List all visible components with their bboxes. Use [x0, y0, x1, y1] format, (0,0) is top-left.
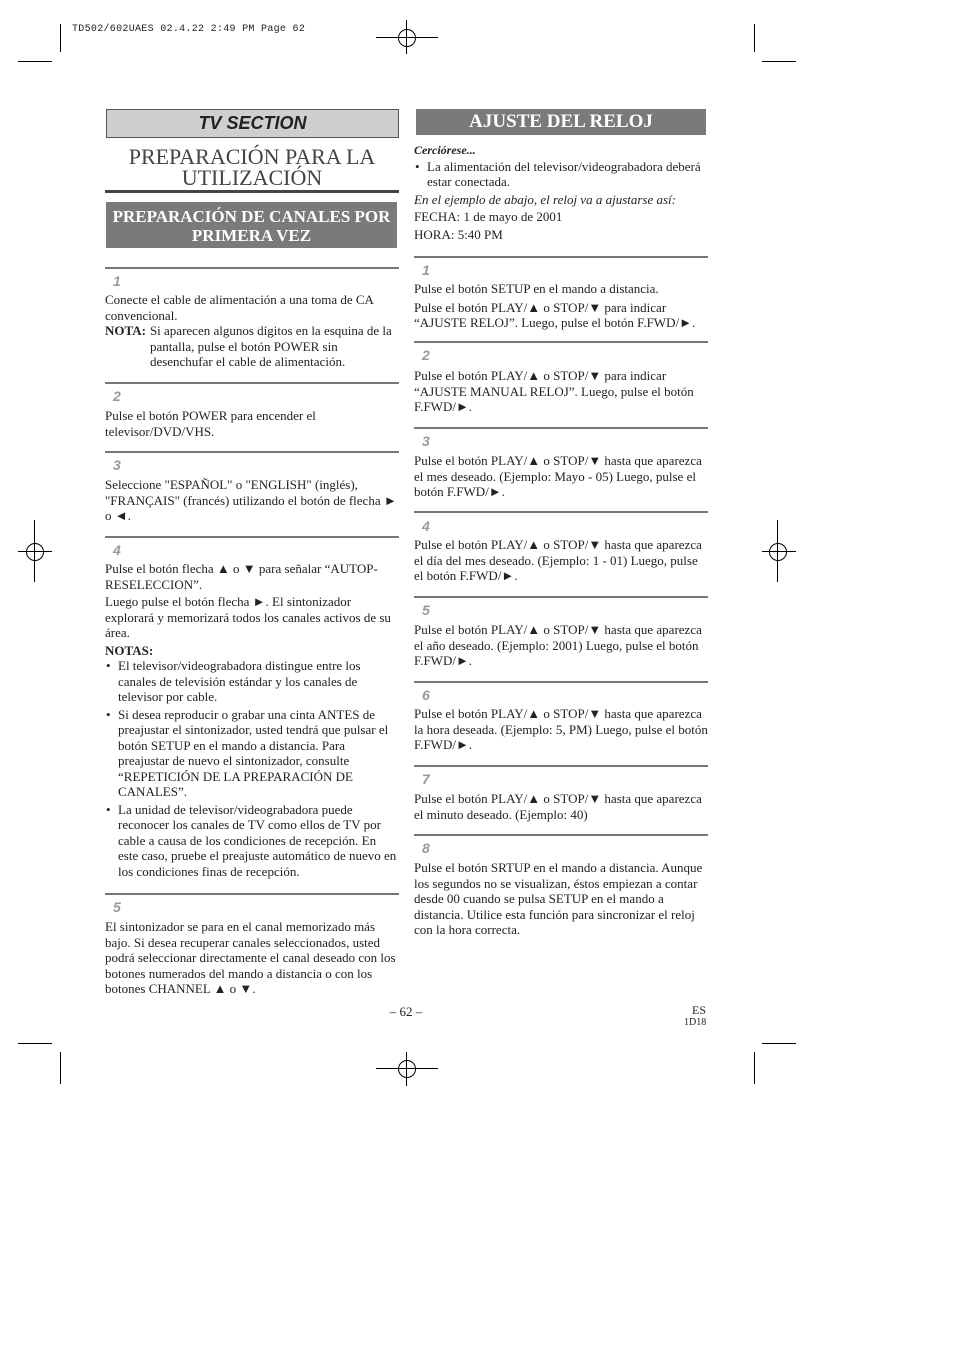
divider: [414, 341, 708, 343]
step-number: 2: [422, 347, 430, 363]
divider: [414, 596, 708, 598]
step-body: Pulse el botón SRTUP en el mando a distancia. Aunque los segundos no se visualizan, éstos empiezan a contar desde 00 cuando se pulsa SETUP en el mando a distancia. Utilice esta función para sincronizar el reloj con la hora correcta.: [414, 860, 703, 937]
step-number: 2: [113, 388, 121, 404]
print-header: TD502/602UAES 02.4.22 2:49 PM Page 62: [72, 24, 306, 35]
step-body: Pulse el botón PLAY/▲ o STOP/▼ hasta que aparezca el minuto deseado. (Ejemplo: 40): [414, 791, 702, 822]
language-code: ES: [692, 1003, 707, 1017]
document-code: 1D18: [684, 1017, 707, 1028]
step-text: [414, 791, 708, 822]
step-body: Pulse el botón PLAY/▲ o STOP/▼ hasta que aparezca el día del mes deseado. (Ejemplo: 1 - 01) Luego, pulse el botón F.FWD/►.: [414, 537, 702, 583]
divider: [105, 893, 399, 895]
step-body: Seleccione "ESPAÑOL" o "ENGLISH" (inglés), "FRANÇAIS" (francés) utilizando el botón de flecha ► o ◄.: [105, 477, 397, 523]
step-body: Luego pulse el botón flecha ►. El sintonizador explorará y memorizará todos los canales activos de su área.: [105, 594, 391, 640]
divider: [105, 190, 399, 193]
check-label: Cerciórese...: [414, 143, 476, 157]
step-text: [414, 706, 708, 753]
step-number: 6: [422, 687, 430, 703]
tv-section-label: TV SECTION: [106, 109, 399, 138]
list-item: • La unidad de televisor/videograbadora puede reconocer los canales de TV como ellos de TV por cable a causa de los condiciones de recepción. En este caso, pruebe el preajuste automático de nuevo en los condiciones finas de recepción.: [105, 802, 399, 880]
step-text: [414, 281, 708, 331]
step-text: [414, 537, 708, 584]
step-number: 4: [113, 542, 121, 558]
step-number: 7: [422, 771, 430, 787]
step-number: 3: [422, 433, 430, 449]
step-text: [414, 453, 708, 500]
step-body: Pulse el botón PLAY/▲ o STOP/▼ hasta que aparezca la hora deseada. (Ejemplo: 5, PM) Luego, pulse el botón F.FWD/►.: [414, 706, 708, 752]
list-item: • La alimentación del televisor/videograbadora deberá estar conectada.: [414, 159, 706, 190]
step-text: [414, 622, 708, 669]
step-number: 5: [113, 899, 121, 915]
list-item: • El televisor/videograbadora distingue entre los canales de televisión estándar y los canales de televisor por cable.: [105, 658, 399, 705]
divider: [414, 681, 708, 683]
step-body: Pulse el botón PLAY/▲ o STOP/▼ para indicar “AJUSTE MANUAL RELOJ”. Luego, pulse el botón F.FWD/►.: [414, 368, 694, 414]
step-body: Pulse el botón PLAY/▲ o STOP/▼ hasta que aparezca el mes deseado. (Ejemplo: Mayo - 05) Luego, pulse el botón F.FWD/►.: [414, 453, 702, 499]
divider: [105, 267, 399, 269]
divider: [414, 256, 708, 258]
example-intro: En el ejemplo de abajo, el reloj va a ajustarse así:: [414, 191, 676, 207]
crop-mark: [762, 1043, 796, 1044]
check-list: [414, 159, 706, 190]
divider: [105, 536, 399, 538]
notes-list: [105, 658, 399, 879]
step-text: [414, 860, 708, 938]
crop-mark: [754, 24, 755, 52]
crop-mark: [18, 61, 52, 62]
step-body: Pulse el botón flecha ▲ o ▼ para señalar “AUTOP-RESELECCION”.: [105, 561, 378, 592]
step-number: 3: [113, 457, 121, 473]
step-number: 1: [113, 273, 121, 289]
note-label: NOTA:: [105, 323, 146, 338]
step-body: El sintonizador se para en el canal memorizado más bajo. Si desea recuperar canales seleccionados, usted podrá seleccionar directamente el canal deseado con los botones numerados del mando a distancia o con los botones CHANNEL ▲ o ▼.: [105, 919, 396, 996]
divider: [105, 382, 399, 384]
crop-mark: [60, 1052, 61, 1084]
clock-section-title: AJUSTE DEL RELOJ: [416, 109, 706, 135]
prerequisites: [414, 143, 706, 242]
step-number: 8: [422, 840, 430, 856]
step-body: Pulse el botón PLAY/▲ o STOP/▼ para indicar “AJUSTE RELOJ”. Luego, pulse el botón F.FWD/►.: [414, 299, 696, 330]
page-title: PREPARACIÓN PARA LA UTILIZACIÓN: [128, 144, 376, 190]
step-body: Pulse el botón PLAY/▲ o STOP/▼ hasta que aparezca el año deseado. (Ejemplo: 2001) Luego, pulse el botón F.FWD/►.: [414, 622, 702, 668]
divider: [414, 511, 708, 513]
example-date: FECHA: 1 de mayo de 2001: [414, 209, 563, 224]
note-text: Si aparecen algunos dígitos en la esquina de la pantalla, pulse el botón POWER sin desenchufar el cable de alimentación.: [149, 323, 392, 369]
crop-mark: [60, 24, 61, 52]
step-text: [105, 292, 399, 370]
page-number: – 62 –: [389, 1004, 423, 1019]
divider: [414, 765, 708, 767]
example-time: HORA: 5:40 PM: [414, 226, 503, 242]
step-text: [414, 368, 708, 415]
step-body: Pulse el botón SETUP en el mando a distancia.: [414, 281, 659, 296]
divider: [414, 834, 708, 836]
crop-mark: [18, 1043, 52, 1044]
crop-mark: [754, 1052, 755, 1084]
list-item: • Si desea reproducir o grabar una cinta ANTES de preajustar el sintonizador, usted tendrá que pulsar el botón SETUP en el mando a distancia. Para preajustar de nuevo el sintonizador, consulte “REPETICIÓN DE LA PREPARACIÓN DE CANALES”.: [105, 707, 399, 800]
notes-label: NOTAS:: [105, 642, 154, 658]
step-number: 1: [422, 262, 430, 278]
step-number: 5: [422, 602, 430, 618]
crop-mark: [762, 61, 796, 62]
step-text: [105, 561, 399, 879]
step-text: [105, 919, 399, 997]
divider: [105, 451, 399, 453]
divider: [414, 427, 708, 429]
note: [105, 323, 399, 370]
step-number: 4: [422, 518, 430, 534]
section-subtitle: PREPARACIÓN DE CANALES POR PRIMERA VEZ: [106, 202, 397, 248]
step-text: [105, 408, 399, 439]
step-body: Conecte el cable de alimentación a una toma de CA convencional.: [105, 292, 374, 323]
step-body: Pulse el botón POWER para encender el televisor/DVD/VHS.: [105, 408, 316, 439]
step-text: [105, 477, 399, 524]
